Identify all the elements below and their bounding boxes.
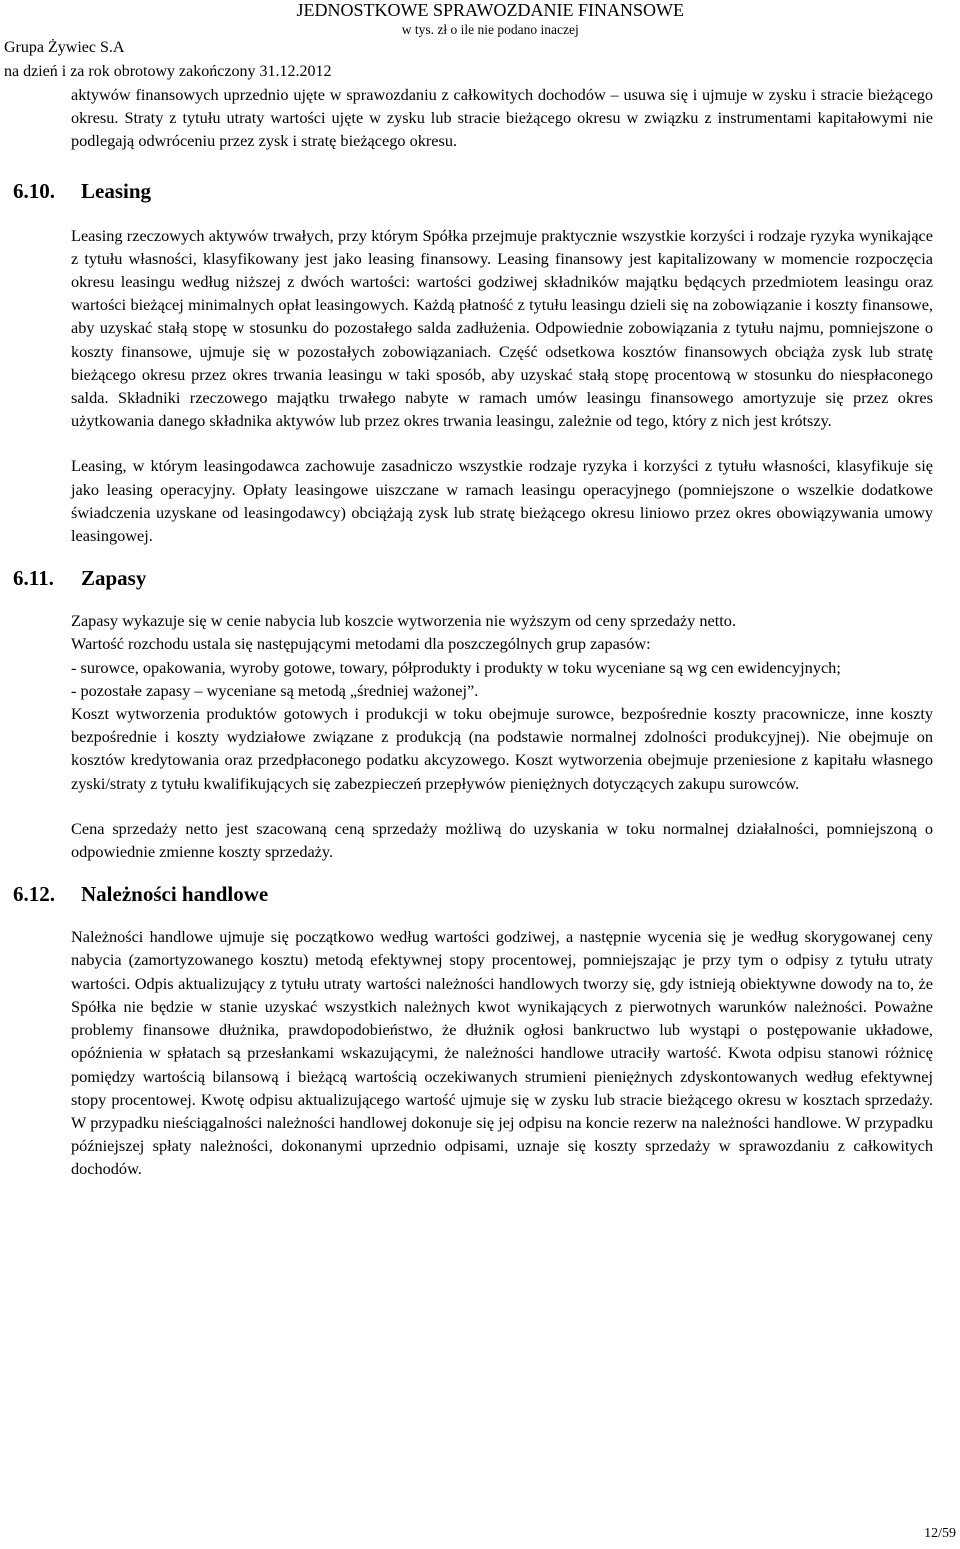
zapasy-paragraph-2: Koszt wytworzenia produktów gotowych i produkcji w toku obejmuje surowce, bezpośrednie koszty pracownicze, inne koszty bezpośrednie i koszty wydziałowe związane z produkcją (na podstawie normalnej zdolności produkcyjnej). Nie obejmuje on kosztów kredytowania oraz przedpłaconego podatku akcyzowego. Koszt wytworzenia obejmuje przeniesione z kapitału własnego zyski/straty z tytułu kwalifikujących się zabezpieczeń przepływów pieniężnych dotyczących zakupu surowców.: [71, 704, 933, 793]
company-name: Grupa Żywiec S.A: [4, 39, 125, 56]
report-title: JEDNOSTKOWE SPRAWOZDANIE FINANSOWE: [296, 0, 684, 20]
zapasy-paragraph-3: Cena sprzedaży netto jest szacowaną ceną sprzedaży możliwą do uzyskania w toku normalnej działalności, pomniejszoną o odpowiednie zmienne koszty sprzedaży.: [71, 818, 933, 862]
zapasy-paragraph-1b: Wartość rozchodu ustala się następującymi metodami dla poszczególnych grup zapasów:: [71, 634, 651, 654]
document-body: [13, 83, 933, 1181]
page-number: 12/59: [924, 1526, 956, 1541]
section-heading-naleznosci: [13, 879, 933, 909]
header-right: [296, 0, 684, 40]
section-number: 6.11.: [13, 566, 54, 591]
naleznosci-paragraph-1: Należności handlowe ujmuje się początkowo według wartości godziwej, a następnie wycenia się je według skorygowanej ceny nabycia (zamortyzowanego kosztu) metodą efektywnej stopy procentowej, pomniejszając je przy tym o odpisy z tytułu utraty wartości. Odpis aktualizujący z tytułu utraty wartości należności handlowych tworzy się, gdy istnieją obiektywne dowody na to, że Spółka nie będzie w stanie uzyskać wszystkich należnych kwot wynikających z pierwotnych warunków należności. Poważne problemy finansowe dłużnika, prawdopodobieństwo, że dłużnik ogłosi bankructwo lub wystąpi o postępowanie układowe, opóźnienia w spłatach są przesłankami wskazującymi, że należności handlowe utraciły wartość. Kwota odpisu stanowi różnicę pomiędzy wartością bilansową i bieżącą wartością oczekiwanych strumieni pieniężnych zdyskontowanych według efektywnej stopy procentowej. Kwotę odpisu aktualizującego wartość ujmuje się w zysku lub stracie bieżącego okresu w kosztach sprzedaży. W przypadku nieściągalności należności handlowej dokonuje się jej odpisu na koncie rezerw na należności handlowe. W przypadku późniejszej spłaty należności, dokonanymi uprzednio odpisami, uznaje się koszty sprzedaży w sprawozdaniu z całkowitych dochodów.: [71, 927, 933, 1179]
section-number: 6.10.: [13, 178, 55, 203]
leasing-paragraph-2: Leasing, w którym leasingodawca zachowuje zasadniczo wszystkie rodzaje ryzyka i korzyści z tytułu własności, klasyfikuje się jako leasing operacyjny. Opłaty leasingowe uiszczane w ramach leasingu operacyjnego (pomniejszone o wszelkie dodatkowe świadczenia uzyskane od leasingodawcy) obciążają zysk lub stratę bieżącego okresu liniowo przez okres obowiązywania umowy leasingowej.: [71, 456, 933, 546]
section-heading-leasing: [13, 176, 933, 206]
section-title: Należności handlowe: [81, 882, 269, 907]
zapasy-list-item-1: - surowce, opakowania, wyroby gotowe, towary, półprodukty i produkty w toku wyceniane są wg cen ewidencyjnych;: [71, 657, 841, 677]
units-note: w tys. zł o ile nie podano inaczej: [401, 22, 579, 37]
zapasy-list-item-2: - pozostałe zapasy – wyceniane są metodą „średniej ważonej”.: [71, 680, 479, 700]
header-left: [4, 36, 504, 84]
intro-paragraph: aktywów finansowych uprzednio ujęte w sprawozdaniu z całkowitych dochodów – usuwa się i ujmuje w zysku i stracie bieżącego okresu. Straty z tytułu utraty wartości ujęte w zysku lub stracie bieżącego okresu w związku z instrumentami kapitałowymi nie podlegają odwróceniu przez zysk i stratę bieżącego okresu.: [71, 85, 933, 151]
section-title: Zapasy: [81, 566, 147, 591]
leasing-paragraph-1: Leasing rzeczowych aktywów trwałych, przy którym Spółka przejmuje praktycznie wszystkie korzyści i rodzaje ryzyka wynikające z tytułu własności, klasyfikowany jest jako leasing finansowy. Leasing finansowy jest kapitalizowany w momencie rozpoczęcia okresu leasingu według niższej z dwóch wartości: wartości godziwej składników majątku będących przedmiotem leasingu oraz wartości bieżącej minimalnych opłat leasingowych. Każdą płatność z tytułu leasingu dzieli się na zobowiązanie i koszty finansowe, aby uzyskać stałą stopę w stosunku do pozostałego salda zadłużenia. Odpowiednie zobowiązania z tytułu najmu, pomniejszone o koszty finansowe, ujmuje się w pozostałych zobowiązaniach. Część odsetkowa kosztów finansowych obciąża zysk lub stratę bieżącego okresu przez okres trwania leasingu w taki sposób, aby uzyskać stałą stopę procentową w stosunku do niespłaconego salda. Składniki rzeczowego majątku trwałego nabyte w ramach umów leasingu finansowego amortyzuje się przez okres użytkowania danego składnika aktywów lub przez okres trwania leasingu, zależnie od tego, który z nich jest krótszy.: [71, 225, 933, 431]
section-heading-zapasy: [13, 563, 933, 593]
report-period: na dzień i za rok obrotowy zakończony 31.12.2012: [4, 63, 332, 80]
section-title: Leasing: [81, 178, 152, 203]
zapasy-paragraph-1a: Zapasy wykazuje się w cenie nabycia lub koszcie wytworzenia nie wyższym od ceny sprzedaży netto.: [71, 611, 737, 631]
section-number: 6.12.: [13, 882, 55, 907]
